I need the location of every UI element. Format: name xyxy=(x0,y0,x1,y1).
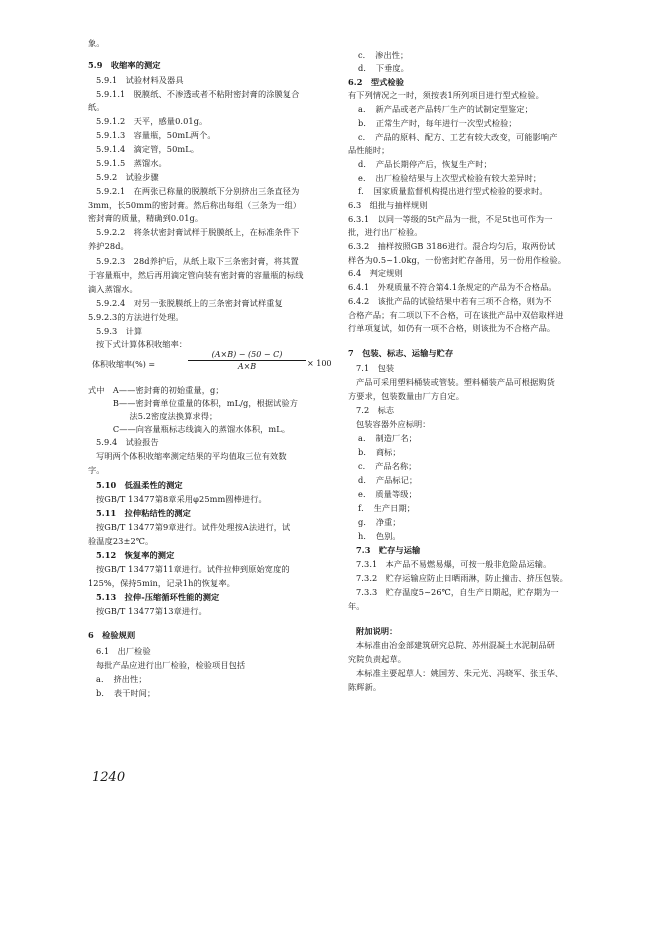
text-line: 3mm，长50mm的密封膏。然后称出每组（三条为一组） xyxy=(88,200,302,210)
text-line: 6.3.1 以同一等级的5t产品为一批，不足5t也可作为一 xyxy=(348,214,553,224)
text-line: 按GB/T 13477第11章进行。试件拉伸到原始宽度的 xyxy=(96,564,290,574)
list-item: b． 正常生产时，每年进行一次型式检验； xyxy=(358,118,517,128)
text-line: 6.4.1 外观质量不符合第4.1条规定的产品为不合格品。 xyxy=(348,282,557,292)
text-line: 5.9.2.3 28d养护后，从纸上取下三条密封膏，将其置 xyxy=(96,256,299,266)
list-item: d． 产品长期停产后，恢复生产时； xyxy=(358,159,492,169)
subsection-heading: 7.1 包装 xyxy=(356,363,395,373)
text-line: 5.9.2.1 在两张已称量的脱膜纸下分别挤出三条直径为 xyxy=(96,186,300,196)
text-line: 滴入蒸馏水。 xyxy=(88,284,138,294)
subsection-heading: 6.1 出厂检验 xyxy=(96,646,151,656)
text-line: 按GB/T 13477第8章采用φ25mm圆棒进行。 xyxy=(96,494,267,504)
formula-fraction xyxy=(188,350,306,371)
subsection-heading: 5.9.3 计算 xyxy=(96,326,143,336)
list-item: d． 下垂度。 xyxy=(358,63,409,73)
text-line: B——密封膏单位重量的体积，mL/g，根据试验方 xyxy=(88,398,299,408)
text-line: 养护28d。 xyxy=(88,241,129,251)
text-line: 6.3.2 抽样按照GB 3186进行。混合均匀后，取两份试 xyxy=(348,241,556,251)
list-item: g． 净重； xyxy=(358,517,401,527)
list-item: b． 商标； xyxy=(358,447,401,457)
list-item: a． 制造厂名； xyxy=(358,433,417,443)
text-line: 125%，保持5min，记录1h的恢复率。 xyxy=(88,578,235,588)
subsection-heading: 5.9.2 试验步骤 xyxy=(96,172,159,182)
subsection-heading: 5.9.1 试验材料及器具 xyxy=(96,75,184,85)
text-line: 7.3.2 贮存运输应防止日晒雨淋，防止撞击、挤压包装。 xyxy=(356,573,568,583)
section-heading: 5.9 收缩率的测定 xyxy=(88,60,161,70)
page-number: 1240 xyxy=(92,770,126,785)
text-line: 5.9.2.4 对另一张脱膜纸上的三条密封膏试样重复 xyxy=(96,298,283,308)
text-line: 5.9.1.3 容量瓶，50mL两个。 xyxy=(96,130,216,140)
text-line: 本标准由冶金部建筑研究总院、苏州混凝土水泥制品研 xyxy=(356,640,555,650)
chapter-heading: 7 包装、标志、运输与贮存 xyxy=(348,348,454,358)
list-item: e． 质量等级； xyxy=(358,489,417,499)
text-line: 7.3.1 本产品不易燃易爆，可按一般非危险品运输。 xyxy=(356,559,552,569)
text-line: 5.9.1.2 天平，感量0.01g。 xyxy=(96,116,208,126)
text-line: 每批产品应进行出厂检验，检验项目包括 xyxy=(96,660,246,670)
text-line: 于容量瓶中，然后再用滴定管向装有密封膏的容量瓶的标线 xyxy=(88,270,304,280)
text-line: 产品可采用塑料桶装或管装。塑料桶装产品可根据购货 xyxy=(356,377,555,387)
text-line: 纸。 xyxy=(88,102,105,112)
list-item: d． 产品标记； xyxy=(358,475,418,485)
text-line: 合格产品；有二项以下不合格，可在该批产品中双倍取样进 xyxy=(348,310,564,320)
text-line: 字。 xyxy=(88,465,105,475)
text-line: 按下式计算体积收缩率： xyxy=(96,339,188,349)
list-item: f． 国家质量监督机构提出进行型式检验的要求时。 xyxy=(358,186,548,196)
formula-label: 体积收缩率(%) = xyxy=(92,360,156,369)
text-line: 样各为0.5~1.0kg，一份密封贮存备用，另一份用作检验。 xyxy=(348,255,567,265)
subsection-heading: 6.3 组批与抽样规则 xyxy=(348,200,428,210)
list-item: b． 表干时间； xyxy=(96,688,156,698)
subsection-heading: 6.2 型式检验 xyxy=(348,77,404,87)
text-line: 有下列情况之一时，须按表1所列项目进行型式检验。 xyxy=(348,90,544,100)
text-line: 写明两个体积收缩率测定结果的平均值取三位有效数 xyxy=(96,451,287,461)
text-line: 法5.2密度法换算求得； xyxy=(88,411,218,421)
text-line: 5.9.1.4 滴定管，50mL。 xyxy=(96,144,200,154)
text-line: 5.9.1.5 蒸馏水。 xyxy=(96,158,167,168)
text-line: 行单项复试，如仍有一项不合格，则该批为不合格产品。 xyxy=(348,323,556,333)
text-line: 5.9.2.3的方法进行处理。 xyxy=(88,312,184,322)
formula-numerator: (A×B) − (50 − C) xyxy=(188,350,306,361)
list-item: c． 渗出性； xyxy=(358,50,409,60)
formula-denominator: A×B xyxy=(237,362,257,371)
list-item: f． 生产日期； xyxy=(358,503,416,513)
subsection-heading: 5.9.4 试验报告 xyxy=(96,437,159,447)
subsection-heading: 6.4 判定规则 xyxy=(348,268,403,278)
volume-shrinkage-formula xyxy=(88,348,340,380)
text-line: 按GB/T 13477第13章进行。 xyxy=(96,606,207,616)
text-line: 5.9.2.2 将条状密封膏试样于脱膜纸上，在标准条件下 xyxy=(96,227,300,237)
list-item: e． 出厂检验结果与上次型式检验有较大差异时； xyxy=(358,173,542,183)
section-heading: 5.10 低温柔性的测定 xyxy=(96,480,183,490)
text-line: C——向容量瓶标志线滴入的蒸馏水体积，mL。 xyxy=(88,424,291,434)
section-heading: 5.13 拉伸-压缩循环性能的测定 xyxy=(96,592,220,602)
list-item: h． 色别。 xyxy=(358,531,401,541)
text-line: 验温度23±2℃。 xyxy=(88,536,154,546)
text-line: 7.3.3 贮存温度5~26℃，自生产日期起，贮存期为一 xyxy=(356,587,559,597)
text-line: 批，进行出厂检验。 xyxy=(348,227,423,237)
list-item: c． 产品名称； xyxy=(358,461,417,471)
section-heading: 5.12 恢复率的测定 xyxy=(96,550,175,560)
subsection-heading: 7.3 贮存与运输 xyxy=(356,545,421,555)
section-heading: 5.11 拉伸粘结性的测定 xyxy=(96,508,191,518)
text-line: 本标准主要起草人：姚国芳、朱元光、冯晓军、张玉华、 xyxy=(356,668,564,678)
subsection-heading: 7.2 标志 xyxy=(356,405,395,415)
text-line: 6.4.2 该批产品的试验结果中若有三项不合格，则为不 xyxy=(348,296,552,306)
formula-multiplier: × 100 xyxy=(307,359,332,368)
chapter-heading: 6 检验规则 xyxy=(88,630,136,640)
text-line: 按GB/T 13477第9章进行。试件处理按A法进行，试 xyxy=(96,522,291,532)
text-line: 陈辉新。 xyxy=(348,682,382,692)
text-line: 包装容器外应标明： xyxy=(356,419,431,429)
text-line: 密封膏的质量，精确到0.01g。 xyxy=(88,213,204,223)
text-line: 年。 xyxy=(348,601,365,611)
list-item: a． 新产品或老产品转厂生产的试制定型鉴定； xyxy=(358,104,533,114)
text-line: 象。 xyxy=(88,38,105,48)
text-line: 品性能时； xyxy=(348,145,390,155)
list-item: a． 挤出性； xyxy=(96,674,147,684)
text-line: 式中 A——密封膏的初始重量，g； xyxy=(88,385,224,395)
appendix-heading: 附加说明： xyxy=(356,626,398,636)
text-line: 究院负责起草。 xyxy=(348,654,407,664)
text-line: 方要求，包装数量由厂方自定。 xyxy=(348,391,465,401)
list-item: c． 产品的原料、配方、工艺有较大改变，可能影响产 xyxy=(358,132,558,142)
text-line: 5.9.1.1 脱膜纸、不渗透或者不粘附密封膏的涂膜复合 xyxy=(96,89,300,99)
